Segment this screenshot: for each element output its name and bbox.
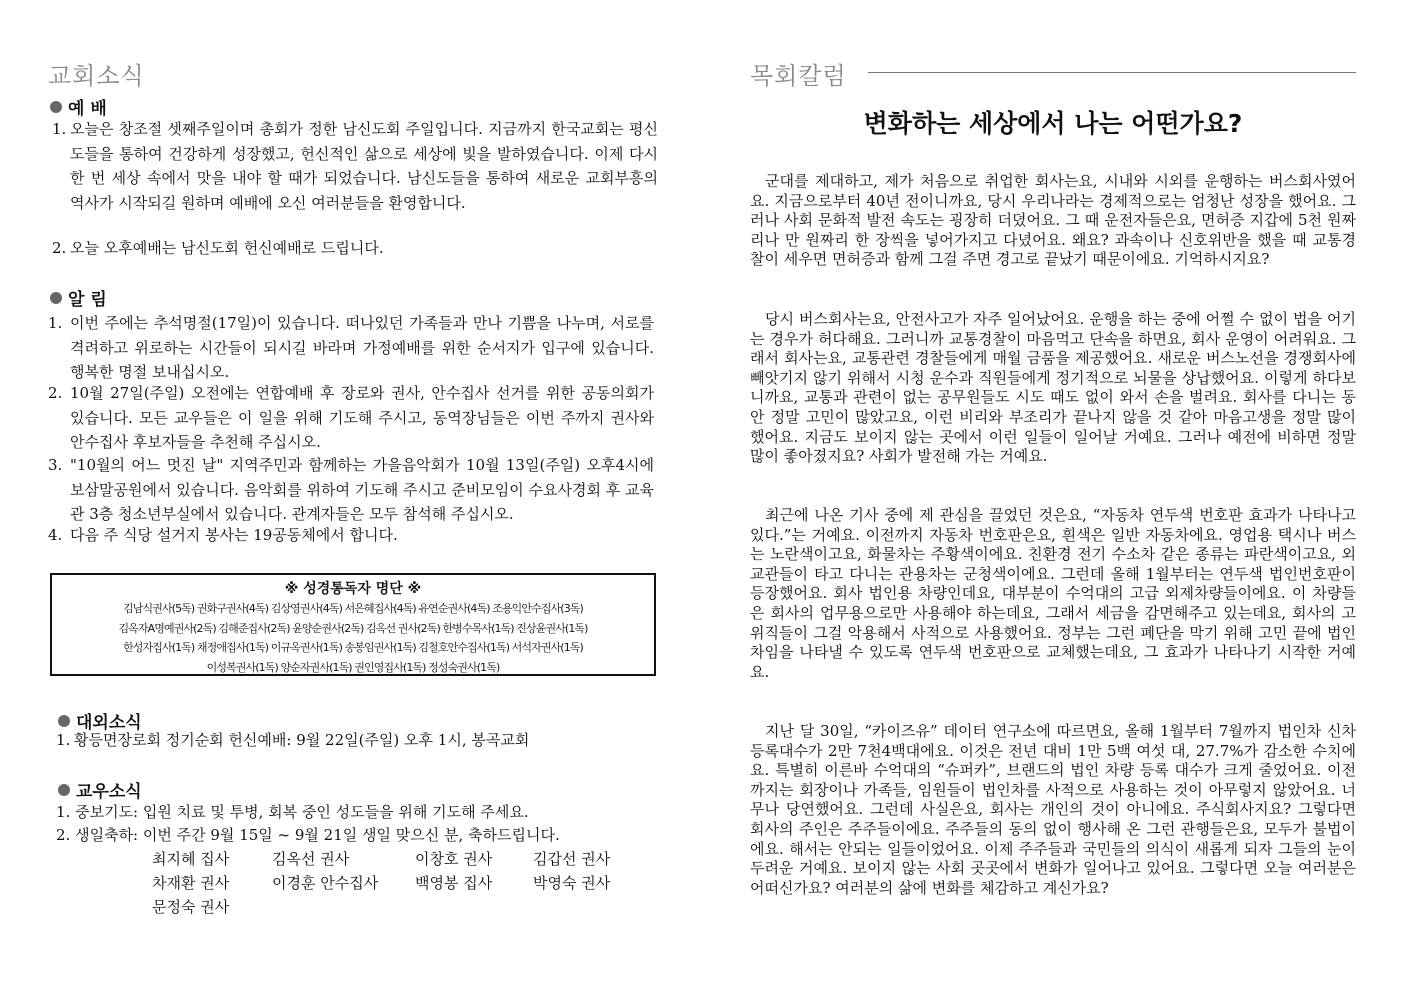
bible-box-line: 이성복권사(1독) 양순자권사(1독) 권인영집사(1독) 정성숙권사(1독): [206, 660, 500, 674]
article-paragraph-4: 지난 달 30일, “카이즈유” 데이터 연구소에 따르면요, 올해 1월부터 7월까지 법인차 신차등록대수가 2만 7천4백대에요. 이것은 전년 대비 1만 5백 여섯 대, 27.7%가 감소한 수치에요. 특별히 이른바 수억대의 “슈퍼카”, 브랜드의 법인 차량 등록 대수가 크게 줄었어요. 이전까지는 회장이나 가족들, 임원들이 법인차를 사적으로 사용하는 것이 아무렇지 않았어요. 너무나 당연했어요. 그런데 사실은요, 회사는 개인의 것이 아니에요. 주식회사지요? 그렇다면 회사의 주인은 주주들이에요. 주주들의 동의 없이 행사해 온 그런 관행들은요, 모두가 불법이에요. 해서는 안되는 일들이었어요. 이제 주주들과 국민들의 의식이 새롭게 되자 그들의 눈이 두려운 거예요. 보이지 않는 사회 곳곳에서 변화가 일어나고 있어요. 그렇다면 오늘 여러분은 어떠신가요? 여러분의 삶에 변화를 체감하고 계신가요?: [750, 722, 1356, 897]
bullet-icon: [50, 292, 62, 304]
birthday-item: 2. 생일축하: 이번 주간 9월 15일 ~ 9월 21일 생일 맞으신 분, 축하드립니다.: [56, 826, 560, 844]
birthday-names-row: [152, 871, 610, 896]
notice-item-3: 3. "10월의 어느 멋진 날" 지역주민과 함께하는 가을음악회가 10월 13일(주일) 오후4시에 보삼말공원에서 있습니다. 음악회를 위하여 기도해 주시고 준비모임이 수요사경회 후 교육관 3층 청소년부실에서 있습니다. 관계자들은 모두 참석해 주십시오.: [48, 456, 654, 523]
birthday-name: 김옥선 권사: [272, 850, 350, 868]
birthday-name: 문정숙 권사: [152, 898, 230, 916]
notice-item-2: 2. 10월 27일(주일) 오전에는 연합예배 후 장로와 권사, 안수집사 선거를 위한 공동의회가 있습니다. 모든 교우들은 이 일을 위해 기도해 주시고, 동역장님들은 이번 주까지 권사와 안수집사 후보자들을 추천해 주십시오.: [48, 384, 654, 451]
pastor-column-title: 목회칼럼: [750, 62, 847, 90]
notice-heading: 알 림: [50, 285, 107, 310]
members-heading: 교우소식: [58, 777, 142, 802]
notice-item-1: 1. 이번 주에는 추석명절(17일)이 있습니다. 떠나있던 가족들과 만나 기쁨을 나누며, 서로를 격려하고 위로하는 시간들이 되시길 바라며 가정예배를 위한 순서지가 입구에 있습니다. 행복한 명절 보내십시오.: [48, 314, 654, 381]
birthday-names-row: [152, 847, 610, 872]
birthday-name: 이창호 권사: [415, 850, 493, 868]
prayer-item: 1. 중보기도: 입원 치료 및 투병, 회복 중인 성도들을 위해 기도해 주세요.: [56, 803, 529, 821]
birthday-name: 차재환 권사: [152, 874, 230, 892]
external-item-1: 1. 황등면장로회 정기순회 헌신예배: 9월 22일(주일) 오후 1시, 봉곡교회: [56, 731, 530, 749]
bible-reading-box: [50, 573, 656, 676]
church-news-title: 교회소식: [48, 62, 145, 90]
article-paragraph-1: 군대를 제대하고, 제가 처음으로 취업한 회사는요, 시내와 시외를 운행하는 버스회사였어요. 지금으로부터 40년 전이니까요, 당시 우리나라는 경제적으로는 엄청난 성장을 했어요. 그러나 사회 문화적 발전 속도는 굉장히 더뎠어요. 그 때 운전자들은요, 면허증 지갑에 5천 원짜리나 만 원짜리 한 장씩을 넣어가지고 다녔어요. 왜요? 과속이나 신호위반을 했을 때 교통경찰이 세우면 면허증과 함께 그걸 주면 경고로 끝났기 때문이에요. 기억하시지요?: [750, 172, 1356, 269]
birthday-name: 이경훈 안수집사: [272, 874, 379, 892]
bible-box-line: 김남식권사(5독) 권화구권사(4독) 김상영권사(4독) 서은혜집사(4독) 유연순권사(4독) 조용익안수집사(3독): [123, 602, 583, 615]
bible-box-line: 김옥자A명예권사(2독) 김해준집사(2독) 윤양순권사(2독) 김옥선 권사(2독) 한병수목사(1독) 진상윤권사(1독): [118, 621, 588, 635]
worship-item-1: 1. 오늘은 창조절 셋째주일이며 총회가 정한 남신도회 주일입니다. 지금까지 한국교회는 평신도들을 통하여 건강하게 성장했고, 헌신적인 삶으로 세상에 빛을 발하였습니다. 이제 다시 한 번 세상 속에서 맛을 내야 할 때가 되었습니다. 남신도들을 통하여 새로운 교회부흥의 역사가 시작되길 원하며 예배에 오신 여러분들을 환영합니다.: [52, 120, 658, 212]
article-title: 변화하는 세상에서 나는 어떤가요?: [863, 109, 1243, 138]
bullet-icon: [58, 784, 70, 796]
bullet-icon: [50, 101, 62, 113]
worship-item-2: 2. 오늘 오후예배는 남신도회 헌신예배로 드립니다.: [52, 239, 384, 257]
birthday-name: 최지혜 집사: [152, 850, 230, 868]
worship-heading: 예 배: [50, 94, 107, 119]
bible-box-line: 한성자집사(1독) 채정애집사(1독) 이규옥권사(1독) 송봉임권사(1독) 김철호안수집사(1독) 서석자권사(1독): [123, 641, 583, 654]
bullet-icon: [58, 715, 70, 727]
bible-box-title: ※ 성경통독자 명단 ※: [284, 581, 422, 597]
birthday-names-row: [152, 895, 229, 920]
notice-item-4: 4. 다음 주 식당 설거지 봉사는 19공동체에서 합니다.: [48, 526, 398, 544]
header-divider: [868, 72, 1356, 73]
birthday-name: 백영봉 집사: [415, 874, 493, 892]
external-heading: 대외소식: [58, 708, 142, 733]
article-paragraph-3: 최근에 나온 기사 중에 제 관심을 끌었던 것은요, “자동차 연두색 번호판 효과가 나타나고 있다.”는 거예요. 이전까지 자동차 번호판은요, 흰색은 일반 자동차에요. 영업용 택시나 버스는 노란색이고요, 화물차는 주황색이에요. 친환경 전기 수소차 같은 종류는 파란색이고요, 외교관들이 타고 다니는 관용차는 군청색이에요. 그런데 올해 1월부터는 연두색 법인번호판이 등장했어요. 회사 법인용 차량인데요, 대부분이 수억대의 고급 외제차량들이에요. 이 차량들은 회사의 업무용으로만 사용해야 하는데요, 그래서 세금을 감면해주고 있는데요, 회사의 고위직들이 그걸 악용해서 사적으로 사용했어요. 정부는 그런 폐단을 막기 위해 고민 끝에 법인차임을 나타낼 수 있도록 연두색 번호판으로 교체했는데요, 그 효과가 나타나기 시작한 거예요.: [750, 506, 1356, 681]
pastor-column: [750, 0, 1356, 992]
birthday-name: 김갑선 권사: [533, 850, 611, 868]
article-paragraph-2: 당시 버스회사는요, 안전사고가 자주 일어났어요. 운행을 하는 중에 어쩔 수 없이 법을 어기는 경우가 허다해요. 그러니까 교통경찰이 마음먹고 단속을 하면요, 회사 운영이 어려워요. 그래서 회사는요, 교통관련 경찰들에게 매월 금품을 제공했어요. 새로운 버스노선을 경쟁회사에 빼앗기지 않기 위해서 시청 운수과 직원들에게 정기적으로 뇌물을 상납했어요. 이렇게 하다보니까요, 교통과 관련이 없는 공무원들도 시도 때도 없이 와서 손을 벌려요. 회사를 다니는 동안 정말 고민이 많았고요, 이런 비리와 부조리가 끝나지 않을 것 같아 마음고생을 정말 많이 했어요. 지금도 보이지 않는 곳에서 이런 일들이 일어날 거예요. 그러나 예전에 비하면 정말 많이 좋아졌지요? 사회가 발전해 가는 거예요.: [750, 310, 1356, 466]
birthday-name: 박영숙 권사: [533, 874, 611, 892]
